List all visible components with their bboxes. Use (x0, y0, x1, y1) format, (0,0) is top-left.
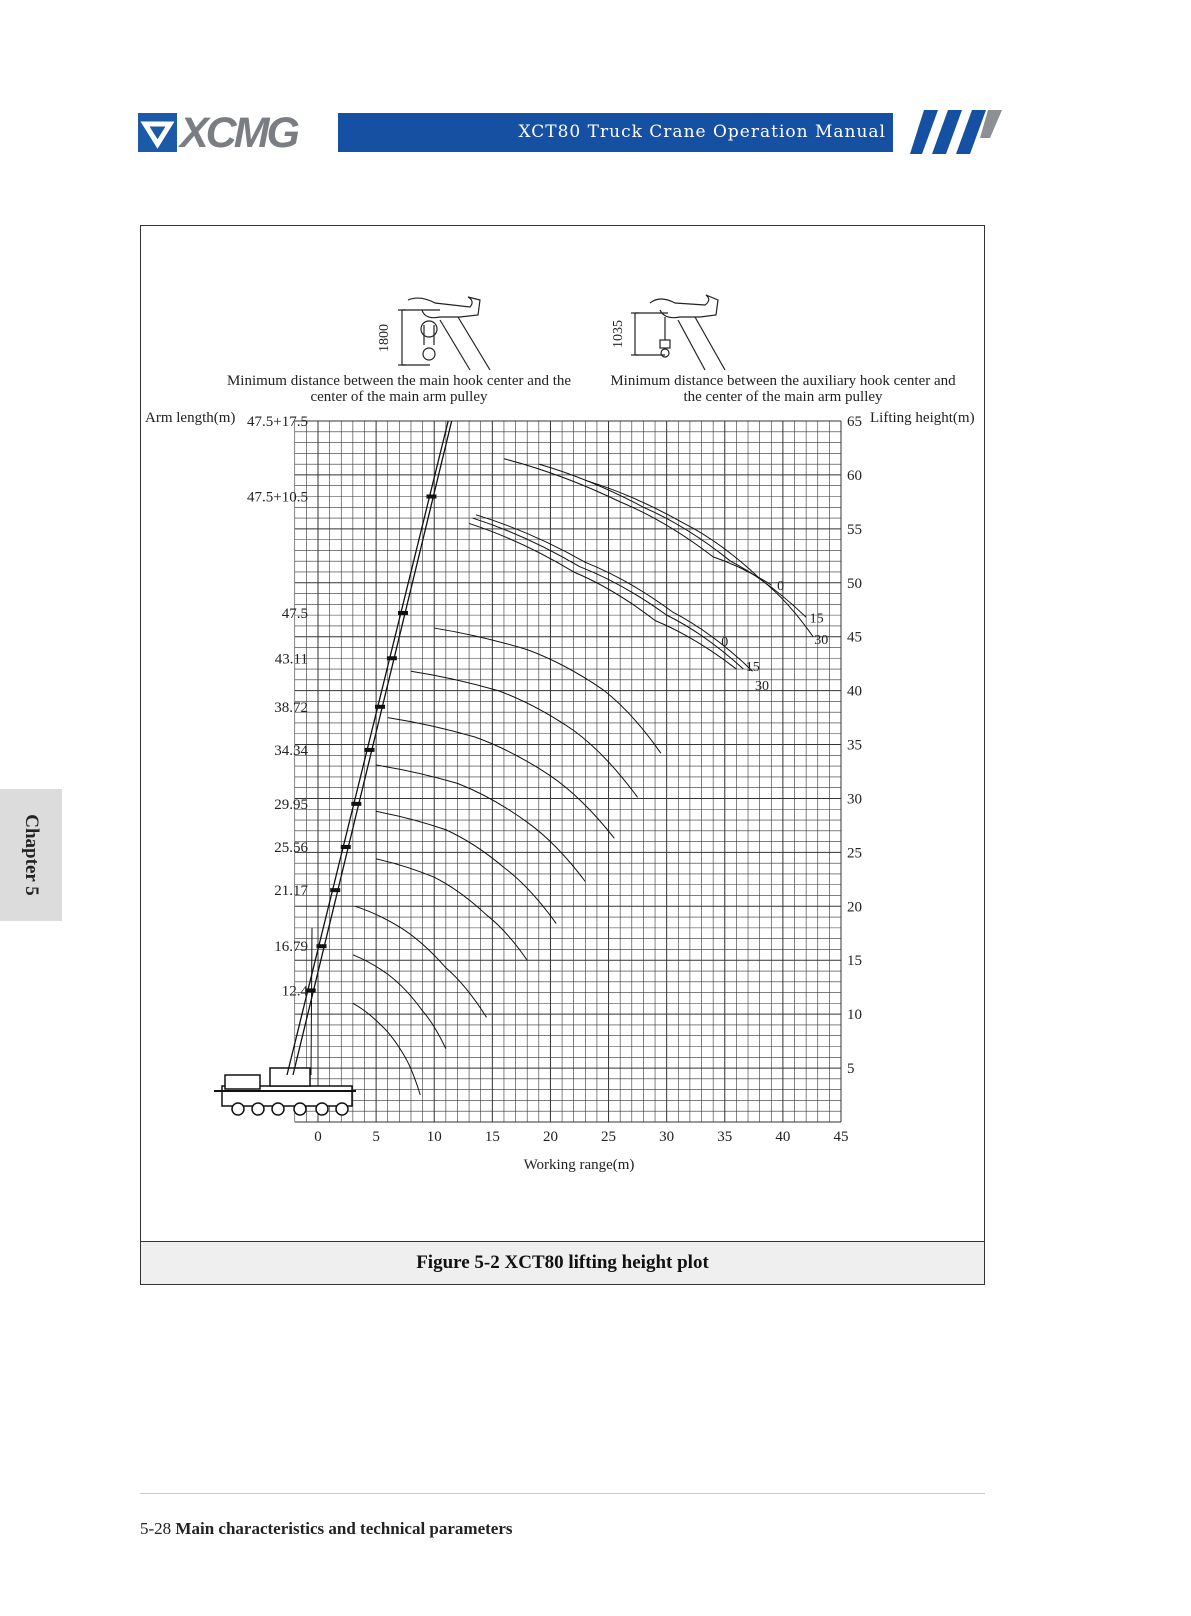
crane-turntable (270, 1068, 310, 1086)
xcmg-logo-emblem (138, 113, 177, 152)
crane-wheel (272, 1103, 284, 1115)
y-tick-label: 30 (847, 791, 862, 808)
y-tick-label: 45 (847, 629, 862, 646)
jib-offset-label: 0 (721, 635, 729, 651)
lifting-height-axis-title: Lifting height(m) (870, 410, 975, 426)
arm-length-label: 47.5+10.5 (247, 489, 308, 506)
main-hook-note-line-1: Minimum distance between the main hook center and the (226, 373, 572, 389)
lifting-height-chart (140, 225, 985, 1241)
lifting-curve (539, 464, 806, 617)
main-hook-note-line-2: center of the main arm pulley (310, 389, 488, 405)
arm-length-label: 29.95 (274, 796, 308, 813)
arm-length-label: 34.34 (274, 742, 308, 759)
jib-offset-label: 30 (754, 679, 769, 695)
y-tick-label: 25 (847, 845, 862, 862)
lifting-curve (504, 459, 771, 585)
x-tick-label: 35 (717, 1129, 733, 1145)
arm-length-label: 47.5 (281, 605, 308, 622)
x-tick-label: 10 (426, 1129, 442, 1145)
arm-length-axis-title: Arm length(m) (145, 410, 236, 426)
boom-section-joint (330, 888, 340, 892)
chapter-tab-label: Chapter 5 (21, 814, 42, 896)
jib-offset-label: 15 (809, 611, 824, 627)
figure-caption: Figure 5-2 XCT80 lifting height plot (416, 1252, 709, 1273)
x-tick-label: 20 (542, 1129, 558, 1145)
y-tick-label: 35 (847, 737, 862, 754)
arm-length-label: 38.72 (274, 699, 308, 716)
y-tick-label: 50 (847, 575, 862, 592)
y-tick-label: 65 (847, 414, 862, 430)
x-tick-label: 40 (775, 1129, 791, 1145)
arm-length-label: 25.56 (274, 839, 308, 856)
jib-offset-label: 15 (745, 659, 760, 675)
y-tick-label: 60 (847, 467, 862, 484)
aux-hook-diagram (631, 295, 725, 370)
x-tick-label: 45 (833, 1129, 849, 1145)
boom-section-joint (375, 705, 385, 709)
chart-grid (295, 421, 841, 1122)
y-tick-label: 55 (847, 521, 862, 538)
crane-wheel (252, 1103, 264, 1115)
arm-length-label: 47.5+17.5 (247, 414, 308, 430)
truck-crane-drawing (214, 421, 452, 1115)
aux-hook-note-line-2: the center of the main arm pulley (683, 389, 883, 405)
manual-title: XCT80 Truck Crane Operation Manual (518, 122, 886, 142)
boom-section-joint (387, 656, 397, 660)
boom-section-joint (341, 845, 351, 849)
crane-wheel (316, 1103, 328, 1115)
boom-section-joint (398, 611, 408, 615)
boom-section-joint (351, 802, 361, 806)
y-tick-label: 15 (847, 953, 862, 970)
lifting-curve (353, 1003, 420, 1095)
arm-length-label: 12.4 (281, 983, 308, 1000)
y-tick-label: 20 (847, 899, 862, 916)
boom-section-joint (426, 494, 436, 498)
main-hook-dimension: 1800 (377, 324, 392, 352)
working-range-axis-title: Working range(m) (523, 1157, 635, 1173)
footer-divider (140, 1493, 985, 1494)
crane-wheel (294, 1103, 306, 1115)
boom-section-joint (364, 748, 374, 752)
boom-section-joint (316, 944, 326, 948)
x-tick-label: 25 (601, 1129, 617, 1145)
chart-labels (247, 414, 862, 1145)
jib-offset-label: 0 (777, 578, 785, 594)
x-tick-label: 0 (314, 1129, 322, 1145)
y-tick-label: 5 (847, 1061, 855, 1078)
main-hook-diagram (398, 297, 490, 370)
x-tick-label: 15 (484, 1129, 500, 1145)
y-tick-label: 40 (847, 683, 862, 700)
x-tick-label: 5 (372, 1129, 380, 1145)
section-title: Main characteristics and technical parameters (175, 1519, 513, 1538)
crane-wheel (336, 1103, 348, 1115)
x-tick-label: 30 (659, 1129, 675, 1145)
crane-cab (225, 1075, 260, 1089)
crane-wheel (232, 1103, 244, 1115)
aux-hook-dimension: 1035 (611, 320, 626, 348)
xcmg-logo: XCMG (180, 109, 297, 157)
lifting-curve (355, 906, 486, 1017)
header-stripes-decoration (910, 110, 1002, 154)
aux-hook-note-line-1: Minimum distance between the auxiliary hook center and (610, 373, 956, 389)
crane-luffing-cylinder (311, 928, 312, 1075)
footer (140, 1518, 513, 1540)
arm-length-label: 43.11 (274, 651, 308, 668)
lifting-curve (585, 480, 813, 636)
arm-length-label: 16.79 (274, 939, 308, 956)
arm-length-label: 21.17 (274, 883, 308, 900)
y-tick-label: 10 (847, 1007, 862, 1024)
jib-offset-label: 30 (814, 632, 829, 648)
page-number: 5-28 (140, 1519, 172, 1538)
